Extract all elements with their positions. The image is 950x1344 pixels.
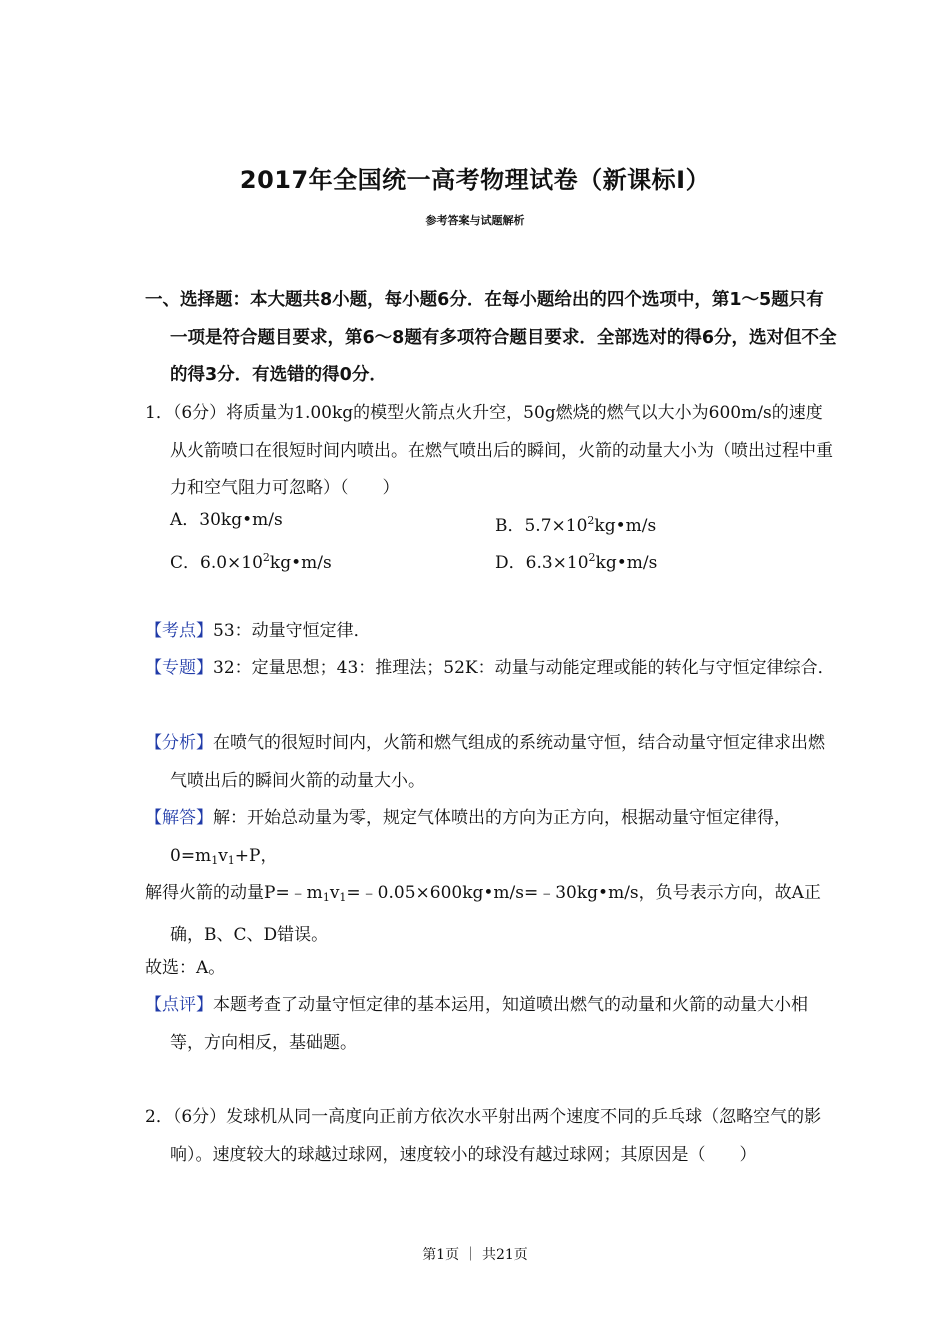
answer-line: 故选：A。 [145,958,226,978]
jieda-tag: 【解答】 [145,808,213,828]
zhuanti-tag: 【专题】 [145,658,213,678]
q1-option-b: B．$5.7\times 10^2kg•m/s$ [495,514,657,536]
question-1-stem: 1．（6分）将质量为1.00kg的模型火箭点火升空，50g燃烧的燃气以大小为600m/s的速度从火箭喷口在很短时间内喷出。在燃气喷出后的瞬间，火箭的动量大小为（喷出过程中重力和空气阻力可忽略）（ ） [145,403,833,498]
page-footer: 第1页 ｜ 共21页 [422,1247,528,1263]
q1-option-a: A．30kg•m/s [170,510,283,530]
fenxi-tag: 【分析】 [145,733,213,753]
q1-option-c: C．$6.0\times 10^2kg•m/s$ [170,551,332,573]
fenxi-paragraph: 【分析】在喷气的很短时间内，火箭和燃气组成的系统动量守恒，结合动量守恒定律求出燃气喷出后的瞬间火箭的动量大小。 [145,733,825,791]
dianping-paragraph: 【点评】本题考查了动量守恒定律的基本运用，知道喷出燃气的动量和火箭的动量大小相等，方向相反，基础题。 [145,995,808,1053]
zhuanti-paragraph: 【专题】32：定量思想；43：推理法；52K：动量与动能定理或能的转化与守恒定律综合． [145,658,835,678]
kaodian-tag: 【考点】 [145,621,213,641]
document-subtitle: 参考答案与试题解析 [425,214,525,227]
section-heading: 一、选择题：本大题共8小题，每小题6分．在每小题给出的四个选项中，第1～5题只有一项是符合题目要求，第6～8题有多项符合题目要求．全部选对的得6分，选对但不全的得3分．有选错的得0分． [145,290,837,385]
q1-option-d: D．$6.3\times 10^2kg•m/s$ [495,551,658,573]
kaodian-paragraph: 【考点】53：动量守恒定律． [145,621,371,641]
document-title: 2017年全国统一高考物理试卷（新课标Ⅰ） [239,166,711,194]
jieda-paragraph: 【解答】解：开始总动量为零，规定气体喷出的方向为正方向，根据动量守恒定律得，$0=m_1v_1+P$， [145,808,791,867]
dianping-tag: 【点评】 [145,995,213,1015]
solution-paragraph: 解得火箭的动量$P=﹣m_1v_1=﹣0.05\times 600kg•m/s=﹣30kg•m/s$，负号表示方向，故A正确，B、C、D错误。 [145,883,821,945]
question-2-stem: 2．（6分）发球机从同一高度向正前方依次水平射出两个速度不同的乒乓球（忽略空气的影响）。速度较大的球越过球网，速度较小的球没有越过球网；其原因是（ ） [145,1107,822,1165]
